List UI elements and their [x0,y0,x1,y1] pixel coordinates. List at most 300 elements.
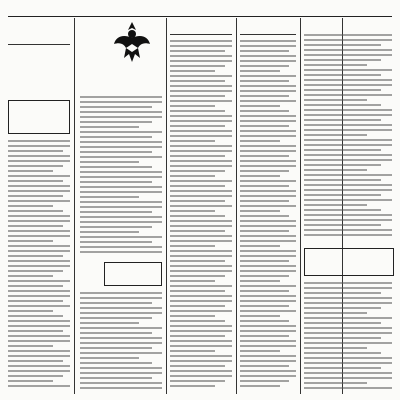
illegible-text-line [240,340,296,342]
illegible-text-line [170,345,232,347]
illegible-text-line [304,44,381,46]
illegible-text-line [240,200,289,202]
illegible-text-line [8,370,70,372]
illegible-text-line [80,312,162,314]
illegible-text-line [80,241,152,243]
illegible-text-line [240,105,280,107]
illegible-text-line [80,181,152,183]
illegible-text-line [80,221,162,223]
article-body-text [80,292,162,392]
illegible-text-line [80,357,139,359]
illegible-text-line [8,260,70,262]
illegible-text-line [304,347,367,349]
illegible-text-line [304,179,381,181]
illegible-text-line [304,367,381,369]
illegible-text-line [240,180,296,182]
illegible-text-line [170,360,232,362]
illegible-text-line [170,355,232,357]
illegible-text-line [240,380,289,382]
illegible-text-line [304,159,392,161]
illegible-text-line [80,186,162,188]
illegible-text-line [170,320,225,322]
illegible-text-line [80,126,139,128]
illegible-text-line [304,322,381,324]
illegible-text-line [8,215,70,217]
illegible-text-line [240,65,289,67]
illegible-text-line [170,90,232,92]
column-rule [300,18,301,394]
illegible-text-line [240,350,280,352]
illegible-text-line [170,85,232,87]
illegible-text-line [170,120,232,122]
article-body-text [80,96,162,256]
illegible-text-line [80,141,162,143]
illegible-text-line [240,190,296,192]
illegible-text-line [304,134,367,136]
illegible-text-line [304,219,392,221]
illegible-text-line [170,315,215,317]
illegible-text-line [304,54,392,56]
royal-garuda-emblem-icon [112,18,152,64]
illegible-text-line [304,204,367,206]
illegible-text-line [8,275,53,277]
illegible-text-line [240,150,296,152]
illegible-text-line [170,255,232,257]
illegible-text-line [240,225,296,227]
illegible-text-line [170,210,215,212]
article-body-text [170,40,232,392]
illegible-text-line [8,305,70,307]
illegible-text-line [8,365,70,367]
illegible-text-line [240,205,296,207]
illegible-text-line [170,100,232,102]
illegible-text-line [80,251,162,253]
illegible-text-line [80,377,152,379]
illegible-text-line [304,382,367,384]
illegible-text-line [8,320,70,322]
illegible-text-line [240,135,296,137]
illegible-text-line [8,220,70,222]
illegible-text-line [8,335,70,337]
illegible-text-line [80,387,162,389]
illegible-text-line [170,45,232,47]
illegible-text-line [8,230,70,232]
illegible-text-line [80,372,162,374]
illegible-text-line [8,145,70,147]
illegible-text-line [80,302,152,304]
illegible-text-line [304,377,392,379]
column-rule [236,18,237,394]
illegible-text-line [170,80,225,82]
illegible-text-line [8,345,53,347]
illegible-text-line [80,322,139,324]
illegible-text-line [80,166,152,168]
illegible-text-line [8,185,70,187]
illegible-text-line [240,295,296,297]
illegible-text-line [170,300,232,302]
illegible-text-line [80,327,162,329]
illegible-text-line [170,170,225,172]
illegible-text-line [170,70,215,72]
illegible-text-line [80,196,139,198]
illegible-text-line [8,170,53,172]
illegible-text-line [170,325,232,327]
illegible-text-line [170,260,225,262]
illegible-text-line [80,226,152,228]
illegible-text-line [304,312,367,314]
illegible-text-line [80,206,162,208]
illegible-text-line [170,245,215,247]
illegible-text-line [170,215,225,217]
boxed-headline [8,100,70,134]
column-rule [166,18,167,394]
illegible-text-line [8,315,63,317]
illegible-text-line [8,340,70,342]
illegible-text-line [240,55,296,57]
article-body-text [304,282,392,392]
illegible-text-line [240,250,296,252]
illegible-text-line [80,231,139,233]
illegible-text-line [8,280,70,282]
illegible-text-line [170,105,215,107]
illegible-text-line [8,160,70,162]
illegible-text-line [8,175,70,177]
illegible-text-line [304,352,381,354]
illegible-text-line [80,292,162,294]
illegible-text-line [8,205,53,207]
illegible-text-line [80,136,152,138]
illegible-text-line [240,360,296,362]
illegible-text-line [240,170,289,172]
illegible-text-line [8,150,63,152]
illegible-text-line [304,282,392,284]
illegible-text-line [240,155,289,157]
illegible-text-line [170,290,225,292]
illegible-text-line [170,190,232,192]
illegible-text-line [304,224,381,226]
illegible-text-line [170,365,225,367]
illegible-text-line [304,332,392,334]
illegible-text-line [304,297,392,299]
boxed-headline [304,248,394,276]
illegible-text-line [170,165,232,167]
illegible-text-line [170,115,232,117]
illegible-text-line [240,230,289,232]
illegible-text-line [304,174,392,176]
illegible-text-line [240,310,296,312]
illegible-text-line [304,154,392,156]
illegible-text-line [170,305,225,307]
illegible-text-line [8,210,63,212]
illegible-text-line [240,260,289,262]
illegible-text-line [304,119,381,121]
illegible-text-line [80,367,162,369]
illegible-text-line [240,175,280,177]
illegible-text-line [240,365,289,367]
illegible-text-line [304,104,381,106]
illegible-text-line [170,225,232,227]
illegible-text-line [240,140,280,142]
illegible-text-line [304,317,392,319]
illegible-text-line [304,337,381,339]
illegible-text-line [170,335,225,337]
illegible-text-line [8,330,63,332]
illegible-text-line [80,246,162,248]
illegible-text-line [304,357,392,359]
illegible-text-line [304,39,392,41]
illegible-text-line [304,229,392,231]
illegible-text-line [8,240,53,242]
illegible-text-line [240,290,289,292]
illegible-text-line [304,209,381,211]
illegible-text-line [8,225,63,227]
illegible-text-line [304,144,392,146]
illegible-text-line [304,372,392,374]
illegible-text-line [240,285,296,287]
illegible-text-line [170,375,232,377]
illegible-text-line [170,240,232,242]
illegible-text-line [80,332,152,334]
illegible-text-line [80,146,162,148]
illegible-text-line [240,110,289,112]
illegible-text-line [240,300,296,302]
illegible-text-line [240,275,289,277]
illegible-text-line [170,385,215,387]
illegible-text-line [240,40,296,42]
illegible-text-line [240,375,296,377]
illegible-text-line [304,94,392,96]
illegible-text-line [80,156,162,158]
illegible-text-line [8,255,63,257]
illegible-text-line [8,245,70,247]
section-rule [240,34,296,35]
illegible-text-line [170,275,225,277]
illegible-text-line [8,355,70,357]
illegible-text-line [304,34,392,36]
illegible-text-line [80,171,162,173]
illegible-text-line [240,145,296,147]
illegible-text-line [170,185,225,187]
illegible-text-line [304,69,392,71]
illegible-text-line [8,360,63,362]
illegible-text-line [240,220,296,222]
illegible-text-line [80,236,162,238]
illegible-text-line [170,295,232,297]
masthead-underline [8,44,70,45]
illegible-text-line [304,139,392,141]
article-body-text [304,34,392,240]
illegible-text-line [240,165,296,167]
boxed-headline [104,262,162,286]
illegible-text-line [8,265,70,267]
illegible-text-line [80,191,162,193]
illegible-text-line [240,50,289,52]
illegible-text-line [170,380,225,382]
column-rule [74,18,75,394]
illegible-text-line [240,120,296,122]
illegible-text-line [240,325,296,327]
illegible-text-line [170,330,232,332]
illegible-text-line [170,125,225,127]
illegible-text-line [240,130,296,132]
illegible-text-line [304,109,392,111]
illegible-text-line [8,195,63,197]
illegible-text-line [304,342,392,344]
illegible-text-line [8,140,70,142]
illegible-text-line [304,149,381,151]
illegible-text-line [304,84,392,86]
illegible-text-line [170,65,225,67]
illegible-text-line [8,155,70,157]
illegible-text-line [8,300,63,302]
illegible-text-line [240,160,296,162]
illegible-text-line [170,205,232,207]
illegible-text-line [304,99,367,101]
illegible-text-line [304,129,392,131]
illegible-text-line [240,355,296,357]
illegible-text-line [80,342,162,344]
illegible-text-line [304,74,381,76]
illegible-text-line [80,201,162,203]
illegible-text-line [8,385,70,387]
illegible-text-line [170,250,232,252]
illegible-text-line [304,169,367,171]
illegible-text-line [304,234,392,236]
illegible-text-line [170,195,232,197]
illegible-text-line [304,59,381,61]
illegible-text-line [240,115,296,117]
illegible-text-line [8,290,70,292]
illegible-text-line [80,382,162,384]
illegible-text-line [304,307,381,309]
illegible-text-line [240,100,296,102]
illegible-text-line [240,385,280,387]
illegible-text-line [240,345,296,347]
illegible-text-line [80,216,162,218]
illegible-text-line [80,317,152,319]
illegible-text-line [80,362,152,364]
illegible-text-line [240,45,296,47]
illegible-text-line [8,190,70,192]
illegible-text-line [80,211,152,213]
illegible-text-line [170,180,232,182]
illegible-text-line [304,184,392,186]
illegible-text-line [240,320,289,322]
illegible-text-line [8,295,70,297]
illegible-text-line [80,347,152,349]
illegible-text-line [170,340,232,342]
illegible-text-line [240,95,289,97]
illegible-text-line [170,145,232,147]
illegible-text-line [240,265,296,267]
illegible-text-line [240,80,289,82]
illegible-text-line [240,125,289,127]
illegible-text-line [170,230,225,232]
illegible-text-line [170,160,232,162]
illegible-text-line [80,131,162,133]
illegible-text-line [304,214,392,216]
article-body-text [8,140,70,392]
illegible-text-line [304,287,392,289]
illegible-text-line [240,305,289,307]
illegible-text-line [170,270,232,272]
illegible-text-line [170,280,215,282]
illegible-text-line [8,165,63,167]
illegible-text-line [8,235,70,237]
illegible-text-line [170,130,232,132]
illegible-text-line [80,297,162,299]
illegible-text-line [304,164,381,166]
illegible-text-line [240,245,280,247]
illegible-text-line [304,302,392,304]
illegible-text-line [170,310,232,312]
illegible-text-line [8,200,70,202]
illegible-text-line [170,75,232,77]
illegible-text-line [8,350,70,352]
illegible-text-line [8,250,70,252]
illegible-text-line [304,362,392,364]
illegible-text-line [240,85,296,87]
illegible-text-line [304,327,392,329]
illegible-text-line [170,60,232,62]
illegible-text-line [240,330,296,332]
illegible-text-line [8,380,53,382]
illegible-text-line [8,310,53,312]
illegible-text-line [304,79,392,81]
illegible-text-line [80,121,152,123]
illegible-text-line [8,325,70,327]
illegible-text-line [240,280,280,282]
illegible-text-line [170,175,215,177]
illegible-text-line [80,106,152,108]
illegible-text-line [170,285,232,287]
illegible-text-line [80,111,162,113]
illegible-text-line [304,292,381,294]
illegible-text-line [170,150,232,152]
illegible-text-line [170,265,232,267]
illegible-text-line [304,49,392,51]
illegible-text-line [170,55,232,57]
illegible-text-line [240,215,289,217]
illegible-text-line [304,199,392,201]
illegible-text-line [240,370,296,372]
illegible-text-line [304,189,392,191]
illegible-text-line [8,285,63,287]
illegible-text-line [170,110,225,112]
illegible-text-line [8,375,63,377]
dateline [0,0,400,18]
illegible-text-line [240,75,296,77]
section-rule [170,34,232,35]
illegible-text-line [170,200,225,202]
illegible-text-line [170,95,225,97]
illegible-text-line [304,194,381,196]
illegible-text-line [170,135,232,137]
illegible-text-line [240,60,296,62]
illegible-text-line [80,161,139,163]
illegible-text-line [80,176,162,178]
illegible-text-line [80,352,162,354]
illegible-text-line [80,96,162,98]
illegible-text-line [240,240,296,242]
illegible-text-line [170,220,232,222]
illegible-text-line [80,151,152,153]
illegible-text-line [170,350,215,352]
illegible-text-line [8,180,63,182]
illegible-text-line [240,315,280,317]
illegible-text-line [240,255,296,257]
illegible-text-line [304,387,392,389]
